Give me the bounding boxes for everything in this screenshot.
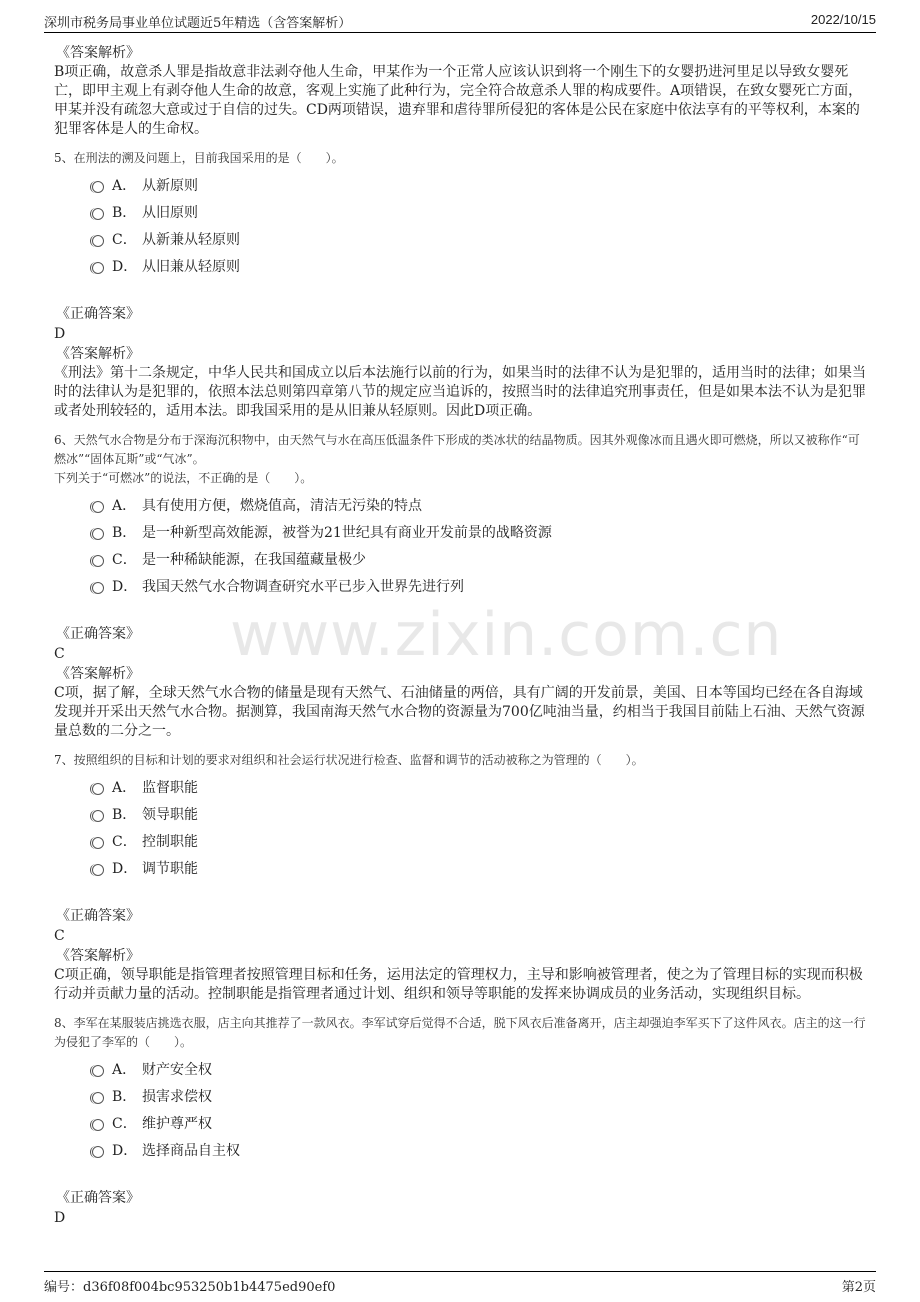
page-header	[44, 10, 876, 33]
option-text: 维护尊严权	[142, 1116, 212, 1132]
radio-icon[interactable]	[92, 528, 104, 540]
page-number: 第2页	[841, 1280, 876, 1295]
question-block	[54, 751, 869, 1004]
option-text: 监督职能	[142, 780, 198, 796]
option-key: C．	[112, 1116, 137, 1132]
option-b[interactable]	[92, 523, 869, 550]
option-c[interactable]	[92, 832, 869, 859]
option-key: B．	[112, 807, 137, 823]
correct-answer: C	[54, 646, 65, 662]
radio-icon[interactable]	[92, 235, 104, 247]
option-key: B．	[112, 1089, 137, 1105]
explanation-text: B项正确，故意杀人罪是指故意非法剥夺他人生命，甲某作为一个正常人应该认识到将一个刚生下的女婴扔进河里足以导致女婴死亡，即甲主观上有剥夺他人生命的故意，客观上实施了此种行为，完全符合故意杀人罪的构成要件。A项错误，在致女婴死亡方面，甲某并没有疏忽大意或过于自信的过失。CD两项错误，遗弃罪和虐待罪所侵犯的客体是公民在家庭中依法享有的平等权利，本案的犯罪客体是人的生命权。	[54, 64, 863, 137]
option-key: A．	[112, 1062, 137, 1078]
option-key: D．	[112, 259, 138, 275]
option-key: A．	[112, 498, 137, 514]
option-key: D．	[112, 1143, 138, 1159]
option-a[interactable]	[92, 778, 869, 805]
option-text: 财产安全权	[142, 1062, 212, 1078]
option-key: C．	[112, 834, 137, 850]
radio-icon[interactable]	[92, 1146, 104, 1158]
option-text: 从旧原则	[142, 205, 198, 221]
option-text: 我国天然气水合物调查研究水平已步入世界先进行列	[142, 579, 464, 595]
option-c[interactable]	[92, 550, 869, 577]
correct-answer-label: 《正确答案》	[56, 306, 140, 322]
radio-icon[interactable]	[92, 582, 104, 594]
explanation-text: C项，据了解，全球天然气水合物的储量是现有天然气、石油储量的两倍，具有广阔的开发前景，美国、日本等国均已经在各自海域发现并开采出天然气水合物。据测算，我国南海天然气水合物的资源量为700亿吨油当量，约相当于我国目前陆上石油、天然气资源量总数的二分之一。	[54, 685, 865, 739]
question-text: 8、李军在某服装店挑选衣服，店主向其推荐了一款风衣。李军试穿后觉得不合适，脱下风衣后准备离开，店主却强迫李军买下了这件风衣。店主的这一行为侵犯了李军的（ ）。	[54, 1016, 866, 1049]
correct-answer: D	[54, 1210, 66, 1226]
question-text: 5、在刑法的溯及问题上，目前我国采用的是（ ）。	[54, 151, 344, 165]
option-key: D．	[112, 861, 138, 877]
page-content	[54, 43, 869, 1228]
option-c[interactable]	[92, 230, 869, 257]
option-text: 领导职能	[142, 807, 198, 823]
question-text: 6、天然气水合物是分布于深海沉积物中，由天然气与水在高压低温条件下形成的类冰状的结晶物质。因其外观像冰而且遇火即可燃烧，所以又被称作“可燃冰”“固体瓦斯”或“气冰”。	[54, 433, 860, 466]
option-a[interactable]	[92, 496, 869, 523]
radio-icon[interactable]	[92, 1119, 104, 1131]
option-text: 从新兼从轻原则	[142, 232, 240, 248]
option-key: C．	[112, 232, 137, 248]
option-list	[54, 176, 869, 284]
option-d[interactable]	[92, 859, 869, 886]
option-text: 是一种新型高效能源，被誉为21世纪具有商业开发前景的战略资源	[142, 525, 552, 541]
radio-icon[interactable]	[92, 1065, 104, 1077]
option-a[interactable]	[92, 176, 869, 203]
correct-answer-label: 《正确答案》	[56, 1190, 140, 1206]
option-text: 从新原则	[142, 178, 198, 194]
correct-answer: C	[54, 928, 65, 944]
option-key: A．	[112, 780, 137, 796]
radio-icon[interactable]	[92, 1092, 104, 1104]
radio-icon[interactable]	[92, 783, 104, 795]
question-block	[54, 1014, 869, 1228]
option-list	[54, 1060, 869, 1168]
question-block	[54, 431, 869, 741]
option-list	[54, 496, 869, 604]
document-date: 2022/10/15	[810, 12, 876, 27]
option-text: 选择商品自主权	[142, 1143, 240, 1159]
question-block	[54, 149, 869, 421]
explanation-text: C项正确，领导职能是指管理者按照管理目标和任务，运用法定的管理权力，主导和影响被管理者，使之为了管理目标的实现而积极行动并贡献力量的活动。控制职能是指管理者通过计划、组织和领导等职能的发挥来协调成员的业务活动，实现组织目标。	[54, 967, 863, 1002]
option-d[interactable]	[92, 1141, 869, 1168]
option-text: 调节职能	[142, 861, 198, 877]
option-d[interactable]	[92, 257, 869, 284]
option-key: C．	[112, 552, 137, 568]
option-key: B．	[112, 205, 137, 221]
option-text: 损害求偿权	[142, 1089, 212, 1105]
radio-icon[interactable]	[92, 501, 104, 513]
option-key: D．	[112, 579, 138, 595]
correct-answer-label: 《正确答案》	[56, 908, 140, 924]
correct-answer: D	[54, 326, 66, 342]
correct-answer-label: 《正确答案》	[56, 626, 140, 642]
option-a[interactable]	[92, 1060, 869, 1087]
option-key: B．	[112, 525, 137, 541]
question-subtext: 下列关于“可燃冰”的说法，不正确的是（ ）。	[54, 471, 313, 485]
radio-icon[interactable]	[92, 208, 104, 220]
option-text: 控制职能	[142, 834, 198, 850]
explanation-label: 《答案解析》	[56, 948, 140, 964]
option-d[interactable]	[92, 577, 869, 604]
explanation-label: 《答案解析》	[56, 666, 140, 682]
explanation-label: 《答案解析》	[56, 45, 140, 61]
radio-icon[interactable]	[92, 837, 104, 849]
radio-icon[interactable]	[92, 181, 104, 193]
question-text: 7、按照组织的目标和计划的要求对组织和社会运行状况进行检查、监督和调节的活动被称之为管理的（ ）。	[54, 753, 644, 767]
watermark: www.zixin.com.cn	[230, 600, 783, 670]
explanation-label: 《答案解析》	[56, 346, 140, 362]
radio-icon[interactable]	[92, 262, 104, 274]
option-b[interactable]	[92, 1087, 869, 1114]
option-key: A．	[112, 178, 137, 194]
option-c[interactable]	[92, 1114, 869, 1141]
radio-icon[interactable]	[92, 555, 104, 567]
page-footer	[44, 1271, 876, 1296]
option-text: 是一种稀缺能源，在我国蕴藏量极少	[142, 552, 366, 568]
document-title: 深圳市税务局事业单位试题近5年精选（含答案解析）	[44, 16, 352, 31]
radio-icon[interactable]	[92, 810, 104, 822]
document-code: 编号：d36f08f004bc953250b1b4475ed90ef0	[44, 1280, 336, 1295]
option-text: 从旧兼从轻原则	[142, 259, 240, 275]
option-text: 具有使用方便，燃烧值高，清洁无污染的特点	[142, 498, 422, 514]
option-list	[54, 778, 869, 886]
radio-icon[interactable]	[92, 864, 104, 876]
explanation-text: 《刑法》第十二条规定，中华人民共和国成立以后本法施行以前的行为，如果当时的法律不认为是犯罪的，适用当时的法律；如果当时的法律认为是犯罪的，依照本法总则第四章第八节的规定应当追诉的，按照当时的法律追究刑事责任，但是如果本法不认为是犯罪或者处刑较轻的，适用本法。即我国采用的是从旧兼从轻原则。因此D项正确。	[54, 365, 866, 419]
option-b[interactable]	[92, 203, 869, 230]
option-b[interactable]	[92, 805, 869, 832]
